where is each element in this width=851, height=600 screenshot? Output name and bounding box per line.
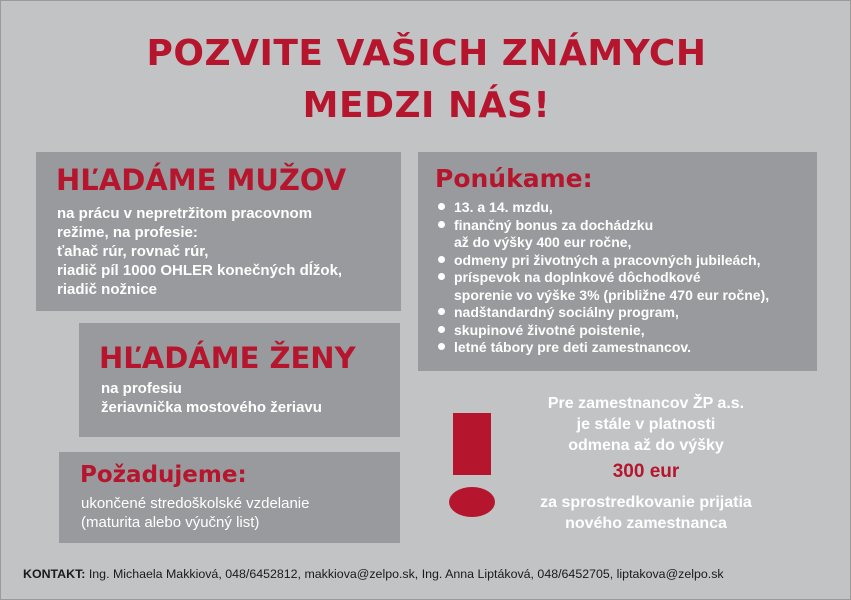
- offer-item: finančný bonus za dochádzku až do výšky 400 eur ročne,: [438, 217, 769, 252]
- requirements-title: Požadujeme:: [80, 462, 247, 488]
- notice-line: odmena až do výšky: [568, 437, 724, 454]
- bullet-icon: [438, 221, 445, 228]
- offer-title: Ponúkame:: [435, 164, 593, 193]
- offer-item: nadštandardný sociálny program,: [438, 304, 769, 322]
- women-line: na profesiu: [101, 380, 182, 397]
- exclamation-dot-icon: [449, 487, 495, 517]
- women-title: HĽADÁME ŽENY: [99, 341, 356, 375]
- men-line: ťahač rúr, rovnač rúr,: [57, 243, 209, 260]
- bullet-icon: [438, 308, 445, 315]
- contact-line: [23, 566, 724, 582]
- contact-label: KONTAKT:: [23, 567, 86, 581]
- bullet-icon: [438, 343, 445, 350]
- offer-item: letné tábory pre deti zamestnancov.: [438, 339, 769, 357]
- bullet-icon: [438, 273, 445, 280]
- headline-line-1: POZVITE VAŠICH ZNÁMYCH: [146, 33, 707, 74]
- offer-item: 13. a 14. mzdu,: [438, 199, 769, 217]
- bullet-icon: [438, 256, 445, 263]
- offer-item: príspevok na doplnkové dôchodkové sporenie vo výške 3% (približne 470 eur ročne),: [438, 269, 769, 304]
- men-line: na prácu v nepretržitom pracovnom: [57, 205, 313, 222]
- contact-details: Ing. Michaela Makkiová, 048/6452812, makkiova@zelpo.sk, Ing. Anna Liptáková, 048/6452705, liptakova@zelpo.sk: [85, 567, 724, 581]
- men-title: HĽADÁME MUŽOV: [56, 163, 347, 197]
- bullet-icon: [438, 203, 445, 210]
- requirements-line: ukončené stredoškolské vzdelanie: [81, 495, 310, 512]
- notice-line: nového zamestnanca: [565, 515, 727, 532]
- requirements-line: (maturita alebo výučný list): [81, 514, 260, 531]
- offer-list: [438, 199, 769, 357]
- notice-line: Pre zamestnancov ŽP a.s.: [547, 395, 745, 412]
- women-line: žeriavnička mostového žeriavu: [101, 399, 322, 416]
- reward-amount: 300 eur: [612, 461, 680, 482]
- offer-item: skupinové životné poistenie,: [438, 322, 769, 340]
- bullet-icon: [438, 326, 445, 333]
- notice-line: je stále v platnosti: [576, 416, 716, 433]
- headline-line-2: MEDZI NÁS!: [302, 85, 551, 126]
- notice-line: za sprostredkovanie prijatia: [540, 494, 752, 511]
- offer-item: odmeny pri životných a pracovných jubileách,: [438, 252, 769, 270]
- exclamation-icon: [453, 413, 491, 475]
- requirements-description: [81, 494, 309, 532]
- men-line: riadič nožnice: [57, 281, 158, 298]
- men-description: [57, 204, 342, 299]
- men-line: režime, na profesie:: [57, 224, 198, 241]
- women-description: [101, 379, 322, 417]
- men-line: riadič píl 1000 OHLER konečných dĺžok,: [57, 262, 343, 279]
